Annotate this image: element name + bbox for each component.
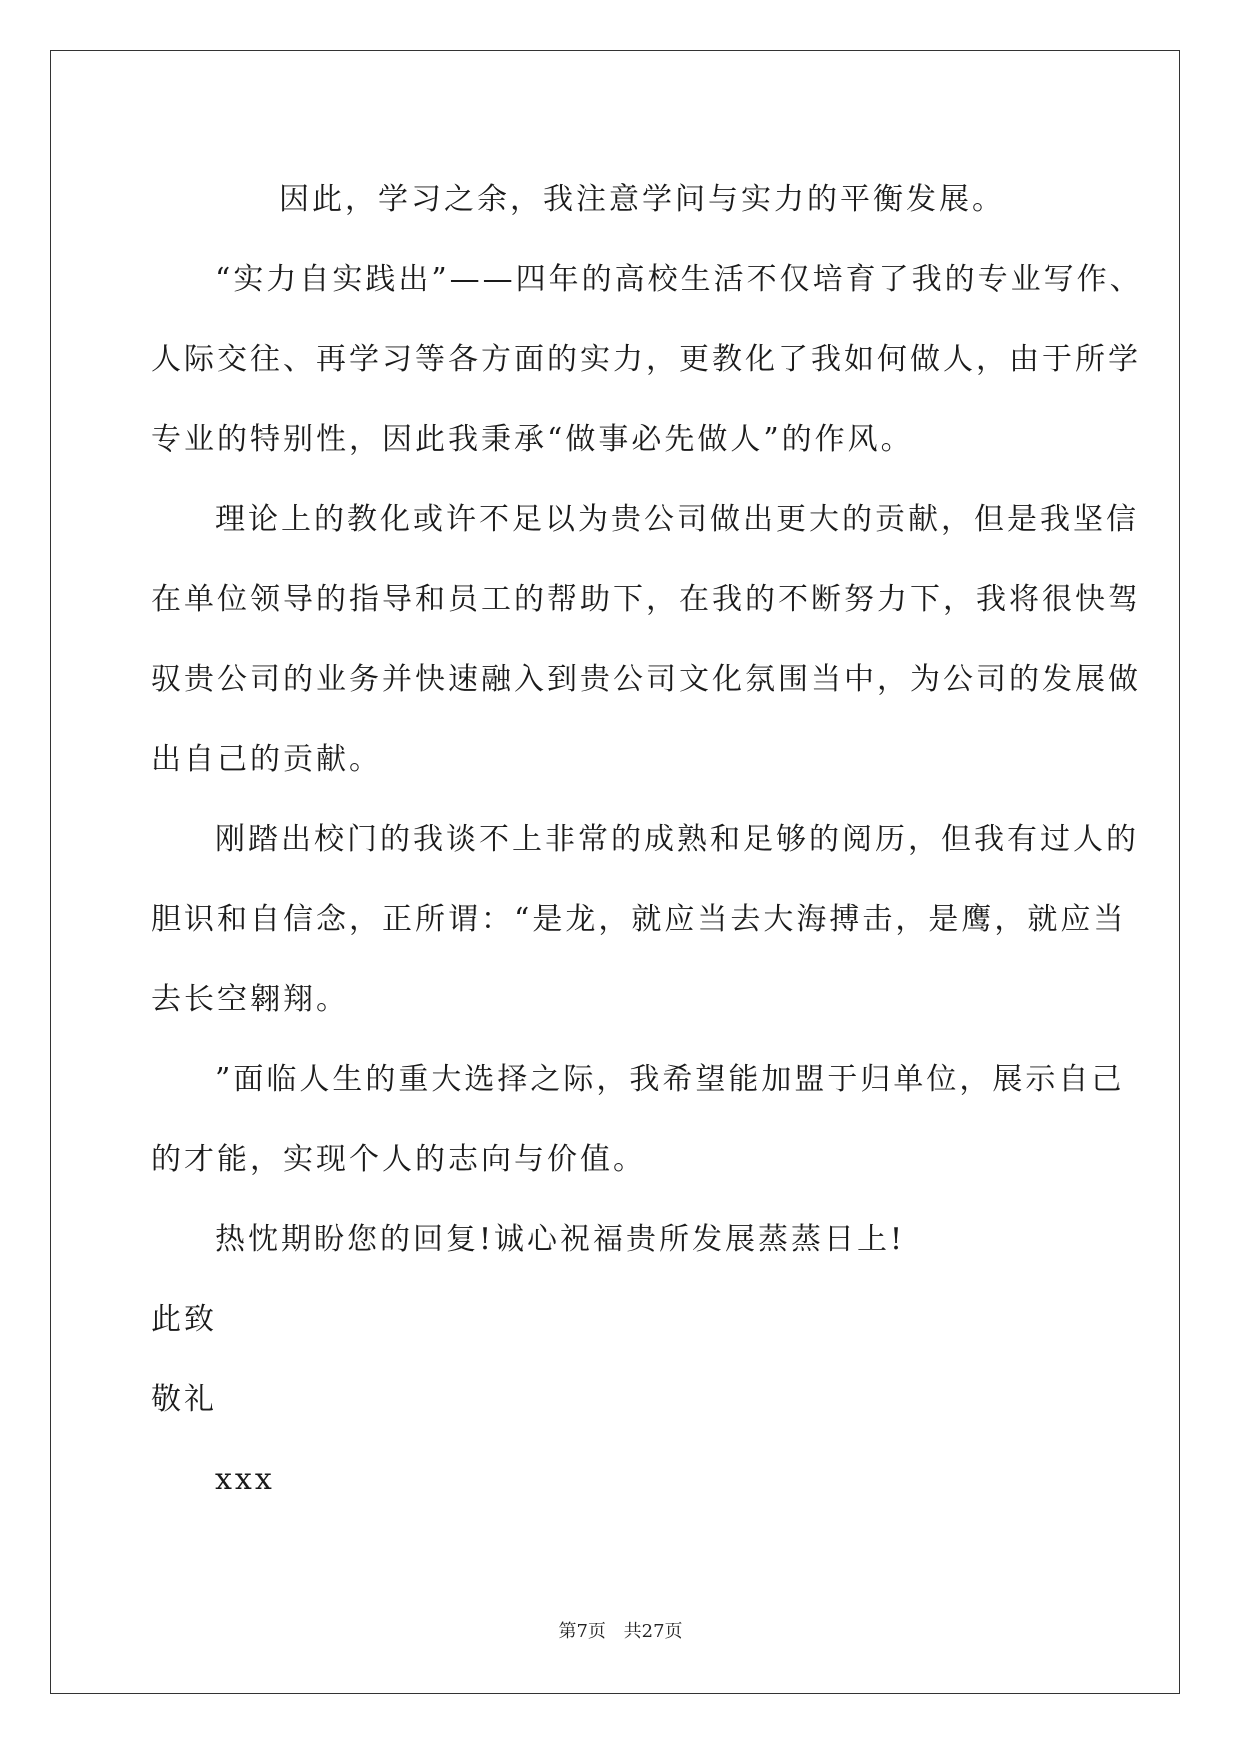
paragraph-3-line-2: 在单位领导的指导和员工的帮助下，在我的不断努力下，我将很快驾	[151, 582, 1141, 617]
closing-line-1: 此致	[151, 1302, 217, 1337]
page-footer	[0, 1617, 1241, 1643]
paragraph-6-line-1: 热忱期盼您的回复!诚心祝福贵所发展蒸蒸日上!	[215, 1222, 906, 1257]
paragraph-3-line-1: 理论上的教化或许不足以为贵公司做出更大的贡献，但是我坚信	[215, 502, 1139, 537]
paragraph-3	[151, 480, 1141, 800]
paragraph-4-line-3: 去长空翱翔。	[151, 982, 349, 1017]
paragraph-4-line-2: 胆识和自信念，正所谓：“是龙，就应当去大海搏击，是鹰，就应当	[151, 902, 1127, 937]
closing-salutation	[151, 1280, 1091, 1360]
paragraph-3-line-3: 驭贵公司的业务并快速融入到贵公司文化氛围当中，为公司的发展做	[151, 662, 1141, 697]
paragraph-2-line-3: 专业的特别性，因此我秉承“做事必先做人”的作风。	[151, 422, 914, 457]
paragraph-4-line-1: 刚踏出校门的我谈不上非常的成熟和足够的阅历，但我有过人的	[215, 822, 1139, 857]
page-number: 第7页	[558, 1621, 606, 1642]
paragraph-1-line-1: 因此，学习之余，我注意学问与实力的平衡发展。	[279, 182, 1005, 217]
paragraph-5-line-2: 的才能，实现个人的志向与价值。	[151, 1142, 646, 1177]
paragraph-2-line-2: 人际交往、再学习等各方面的实力，更教化了我如何做人，由于所学	[151, 342, 1141, 377]
paragraph-3-line-4: 出自己的贡献。	[151, 742, 382, 777]
signature: xxx	[215, 1462, 275, 1497]
paragraph-5	[151, 1040, 1125, 1200]
closing-regards	[151, 1360, 1091, 1440]
paragraph-1	[151, 160, 1091, 240]
closing-line-2: 敬礼	[151, 1382, 217, 1417]
paragraph-2-line-1: “实力自实践出”——四年的高校生活不仅培育了我的专业写作、	[215, 262, 1143, 297]
paragraph-4	[151, 800, 1139, 1040]
paragraph-2	[151, 240, 1143, 480]
letter-body	[151, 160, 1143, 1520]
paragraph-5-line-1: ”面临人生的重大选择之际，我希望能加盟于归单位，展示自己	[215, 1062, 1125, 1097]
paragraph-6	[151, 1200, 1091, 1280]
page-total: 共27页	[623, 1621, 683, 1642]
